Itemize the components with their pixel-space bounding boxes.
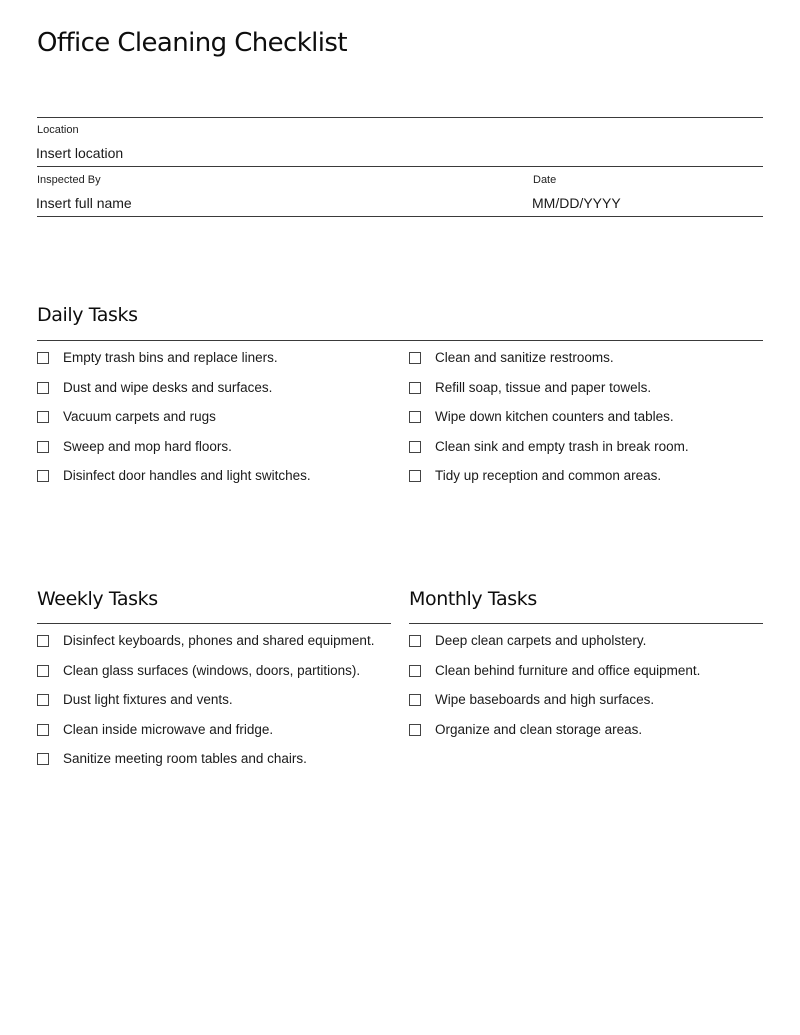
task-item xyxy=(37,468,311,498)
weekly-tasks-heading: Weekly Tasks xyxy=(37,588,158,610)
checkbox[interactable] xyxy=(409,382,421,394)
location-divider xyxy=(37,166,763,167)
checkbox[interactable] xyxy=(37,635,49,647)
task-item xyxy=(37,439,311,469)
fields-bottom-divider xyxy=(37,216,763,217)
checkbox[interactable] xyxy=(37,411,49,423)
task-item xyxy=(37,722,374,752)
checkbox[interactable] xyxy=(37,441,49,453)
task-label: Wipe baseboards and high surfaces. xyxy=(435,692,655,708)
fields-top-divider xyxy=(37,117,763,118)
task-item xyxy=(37,663,374,693)
date-label: Date xyxy=(533,174,557,186)
page-title: Office Cleaning Checklist xyxy=(37,28,347,58)
task-label: Clean inside microwave and fridge. xyxy=(63,721,274,737)
task-label: Tidy up reception and common areas. xyxy=(435,468,662,484)
task-label: Clean sink and empty trash in break room. xyxy=(435,438,689,454)
task-item xyxy=(409,468,689,498)
checkbox[interactable] xyxy=(409,411,421,423)
daily-tasks-left-list xyxy=(37,350,311,498)
checkbox[interactable] xyxy=(37,665,49,677)
checkbox[interactable] xyxy=(409,665,421,677)
task-label: Disinfect keyboards, phones and shared equipment. xyxy=(63,633,375,648)
weekly-tasks-list xyxy=(37,633,374,781)
task-item xyxy=(409,350,689,380)
checkbox[interactable] xyxy=(37,753,49,765)
checkbox[interactable] xyxy=(37,352,49,364)
inspected-by-field[interactable]: Insert full name xyxy=(36,195,132,211)
task-item xyxy=(409,663,700,693)
checkbox[interactable] xyxy=(409,635,421,647)
task-label: Dust light fixtures and vents. xyxy=(63,692,233,708)
task-label: Empty trash bins and replace liners. xyxy=(63,350,278,365)
task-label: Deep clean carpets and upholstery. xyxy=(435,633,647,648)
task-item xyxy=(37,633,374,663)
monthly-tasks-divider xyxy=(409,623,763,624)
daily-tasks-divider xyxy=(37,340,763,341)
daily-tasks-right-list xyxy=(409,350,689,498)
task-label: Vacuum carpets and rugs xyxy=(63,409,216,425)
task-label: Dust and wipe desks and surfaces. xyxy=(63,379,273,395)
checkbox[interactable] xyxy=(409,724,421,736)
task-label: Sweep and mop hard floors. xyxy=(63,438,232,454)
inspected-by-label: Inspected By xyxy=(37,174,101,186)
task-label: Sanitize meeting room tables and chairs. xyxy=(63,751,307,767)
task-item xyxy=(409,380,689,410)
checkbox[interactable] xyxy=(37,470,49,482)
checkbox[interactable] xyxy=(409,694,421,706)
checkbox[interactable] xyxy=(37,724,49,736)
monthly-tasks-list xyxy=(409,633,700,751)
task-label: Disinfect door handles and light switches. xyxy=(63,468,311,484)
checkbox[interactable] xyxy=(409,470,421,482)
monthly-tasks-heading: Monthly Tasks xyxy=(409,588,537,610)
checkbox[interactable] xyxy=(409,441,421,453)
task-label: Organize and clean storage areas. xyxy=(435,721,643,737)
location-field[interactable]: Insert location xyxy=(36,145,124,161)
task-item xyxy=(37,350,311,380)
task-item xyxy=(409,722,700,752)
location-label: Location xyxy=(37,124,79,136)
task-label: Wipe down kitchen counters and tables. xyxy=(435,409,674,425)
task-item xyxy=(409,409,689,439)
task-label: Clean and sanitize restrooms. xyxy=(435,350,614,365)
checkbox[interactable] xyxy=(37,382,49,394)
checkbox[interactable] xyxy=(37,694,49,706)
task-label: Refill soap, tissue and paper towels. xyxy=(435,379,652,395)
date-field[interactable]: MM/DD/YYYY xyxy=(532,195,621,211)
task-item xyxy=(409,633,700,663)
weekly-tasks-divider xyxy=(37,623,391,624)
task-item xyxy=(409,439,689,469)
task-item xyxy=(37,409,311,439)
task-item xyxy=(409,692,700,722)
daily-tasks-heading: Daily Tasks xyxy=(37,304,138,326)
task-item xyxy=(37,692,374,722)
checkbox[interactable] xyxy=(409,352,421,364)
task-item xyxy=(37,751,374,781)
task-item xyxy=(37,380,311,410)
task-label: Clean glass surfaces (windows, doors, partitions). xyxy=(63,662,361,678)
task-label: Clean behind furniture and office equipment. xyxy=(435,662,701,678)
